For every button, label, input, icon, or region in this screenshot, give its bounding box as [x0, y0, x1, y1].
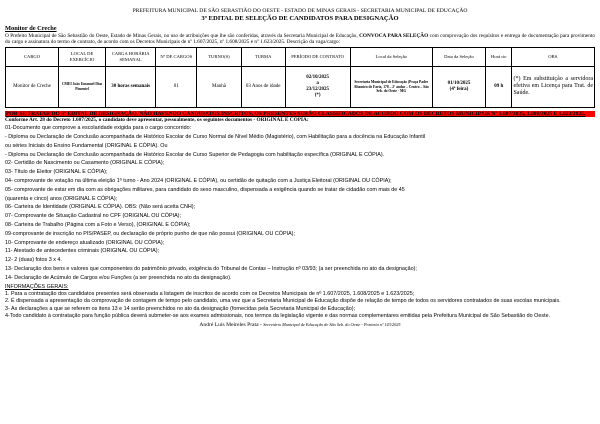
list-item: 05- comprovante de estar em dia com as obrigações militares, para candidato do sexo masculino, dispensada a exigência quando se tratar de cidadão com mais de 45: [5, 186, 405, 193]
list-item: 08- Carteira de Trabalho (Página com a Foto e Verso), (ORIGINAL E CÓPIA);: [5, 222, 191, 229]
col-header: CARGA HORÁRIA SEMANAL: [106, 47, 156, 66]
list-item: 01-Documento que comprove a escolaridade exigida para o cargo concorrido:: [5, 125, 192, 132]
list-item: 07- Comprovante de Situação Cadastral no CPF (ORIGINAL OU CÓPIA);: [5, 213, 181, 220]
list-item: 13- Declaração dos bens e valores que componentes do patrimônio privado, exigência do Tribunal de Contas – Instrução nº 03/93; (a ser preenchida no ato da designação);: [5, 266, 417, 273]
signature-line: [5, 321, 595, 329]
col-header: OBS.: [512, 47, 595, 66]
cell-num-cargos: 01: [156, 66, 197, 107]
table-row: [6, 66, 595, 107]
list-item: 11- Atestado de antecedentes criminais (ORIGINAL OU CÓPIA);: [5, 248, 159, 255]
col-header: Data da Seleção: [432, 47, 485, 66]
cell-periodo: [285, 66, 350, 107]
header-institution: PREFEITURA MUNICIPAL DE SÃO SEBASTIÃO DO OESTE - ESTADO DE MINAS GERAIS - SECRETARIA MUNICIPAL DE EDUCAÇÃO: [132, 8, 468, 14]
list-item: 02- Certidão de Nascimento ou Casamento (ORIGINAL E CÓPIA);: [5, 160, 165, 167]
notice-banner: POR SE TRATAR DO 3º EDITAL DE DESIGNAÇÃO, NÃO HAVENDO CANDIDATOS INSCRITOS, OS PRESENTES SERÃO CLASSIFICADOS DE ACORDO COM OS DECRETOS MUNICIPAIS Nº 1.607/2025, 1.608/2025 E 1.623/2025.: [5, 111, 595, 118]
signatory-name: André Luís Meireles Prata -: [199, 322, 262, 329]
cell-turno: Manhã: [197, 66, 241, 107]
col-header: LOCAL DE EXERCÍCIO: [59, 47, 106, 66]
list-item: - Diploma ou Declaração de Conclusão acompanhada de Histórico Escolar de Curso Normal de Nível Médio (Magistério), com Habilitação para a docência na Educação Infantil: [5, 134, 426, 141]
data-selecao-date: 01/10/2025: [447, 80, 471, 86]
list-item: 1. Para a contratação dos candidatos presentes será observada a listagem de inscritos de acordo com os Decretos Municipais de nº 1.607/2025, 1.608/2025 e 1.623/2025;: [5, 291, 415, 298]
cell-horario: 09 h: [485, 66, 512, 107]
documents-list: [5, 124, 595, 282]
intro-text-1: O Prefeito Municipal de São Sebastião do Oeste, Estado de Minas Gerais, no uso de atribuições que lhe são conferidas, através da Secretaria Municipal de Educação,: [5, 32, 358, 39]
list-item: 3- As declarações a que se referem os itens 13 e 14 serão preenchidos no ato da designação (fornecidas pela Secretaria Municipal de Educação);: [5, 305, 356, 312]
data-selecao-day: (4ª feira): [449, 86, 469, 92]
cell-data-selecao: [432, 66, 485, 107]
list-item: 4-Todo candidato à contratação para função pública deverá submeter-se aos exames admissionais, nos termos da legislação vigente e das normas complementares emitidas pela Prefeitura Municipal de São Sebastião do Oeste.: [5, 312, 551, 319]
list-item: - Diploma ou Declaração de Conclusão acompanhada de Histórico Escolar de Curso Superior de Pedagogia com habilitação específica (ORIGINAL E CÓPIA).: [5, 151, 385, 158]
general-info-title: INFORMAÇÕES GERAIS:: [5, 283, 69, 290]
cell-cargo: Monitor de Creche: [6, 66, 59, 107]
list-item: (quarenta e cinco) anos (ORIGINAL E CÓPIA);: [5, 195, 118, 202]
cell-carga: 30 horas semanais: [106, 66, 156, 107]
periodo-note: (*): [314, 92, 321, 98]
cell-local: CMEI João Emanuel Dias Pimentel: [59, 66, 106, 107]
table-header-row: [6, 47, 595, 66]
list-item: 10- Comprovante de endereço atualizado (ORIGINAL OU CÓPIA);: [5, 239, 165, 246]
col-header: Local da Seleção: [350, 47, 432, 66]
col-header: Nº DE CARGOS: [156, 47, 197, 66]
general-info-list: [5, 291, 595, 320]
list-item: 06- Carteira de Identidade (ORIGINAL E CÓPIA). OBS: (Não será aceita CNH);: [5, 204, 196, 211]
list-item: 03- Título de Eleitor (ORIGINAL E CÓPIA);: [5, 169, 108, 176]
list-item: 09-comprovante de inscrição no PIS/PASEP, ou declaração de próprio punho de que não possui (ORIGINAL OU CÓPIA);: [5, 230, 295, 237]
col-header: TURNO(S): [197, 47, 241, 66]
intro-text-2: com comprovação dos requisitos e entrega de documentação para provimento do cargo e assinatura do termo de contrato, de acordo com os Decretos Municipais de nº 1.607/2025, nº 1.608/2025 e nº 1.623/2025. Descrição da vaga/cargo:: [5, 32, 596, 46]
cell-turma: 03 Anos de idade: [241, 66, 285, 107]
col-header: TURMA: [241, 47, 285, 66]
list-item: 12- 2 (duas) fotos 3 x 4.: [5, 257, 62, 264]
intro-bold: CONVOCA PARA SELEÇÃO: [359, 32, 429, 39]
document-title: 3º EDITAL DE SELEÇÃO DE CANDIDATOS PARA DESIGNAÇÃO: [201, 15, 399, 22]
col-header: PERÍODO DE CONTRATO: [285, 47, 350, 66]
vacancy-table: [5, 47, 595, 108]
col-header: CARGO: [6, 47, 59, 66]
cell-obs: (*) Em substituição a servidora efetiva em Licença para Trat. de Saúde.: [512, 66, 595, 107]
documents-intro: Conforme Art. 28 do Decreto 1.607/2025, o candidato deve apresentar, pessoalmente, os seguintes documentos - ORIGINAL E CÓPIA:: [5, 117, 309, 124]
role-heading: Monitor de Creche: [5, 25, 57, 32]
periodo-end: 23/12/2025: [306, 86, 330, 92]
periodo-sep: a: [316, 80, 319, 86]
intro-paragraph: [5, 33, 595, 46]
signatory-title: Secretário Municipal de Educação de São Seb. do Oeste - Portaria nº 143/2025: [263, 322, 401, 328]
list-item: ou séries Iniciais do Ensino Fundamental (ORIGINAL E CÓPIA). Ou: [5, 142, 168, 149]
periodo-start: 02/10/2025: [306, 74, 330, 80]
col-header: Horá rio: [485, 47, 512, 66]
list-item: 14- Declaração de Acúmulo de Cargos e/ou Funções (a ser preenchida no ato da designação).: [5, 274, 232, 281]
list-item: 2. É dispensada a apresentação da comprovação de contagem de tempo pelo candidato, uma vez que a Secretaria Municipal de Educação dispõe de relação de tempo de todos os servidores contratados de suas escolas municipais.: [5, 298, 561, 305]
cell-local-selecao: Secretaria Municipal de Educação (Praça Padre Altamiro de Faria, 178 – 2º andar – Centro – São Seb. do Oeste - MG: [350, 66, 432, 107]
list-item: 04- comprovante de votação na última eleição 1º turno - Ano 2024 (ORIGINAL E CÓPIA), ou certidão de quitação com a Justiça Eleitoral (ORIGINAL OU CÓPIA);: [5, 178, 392, 185]
